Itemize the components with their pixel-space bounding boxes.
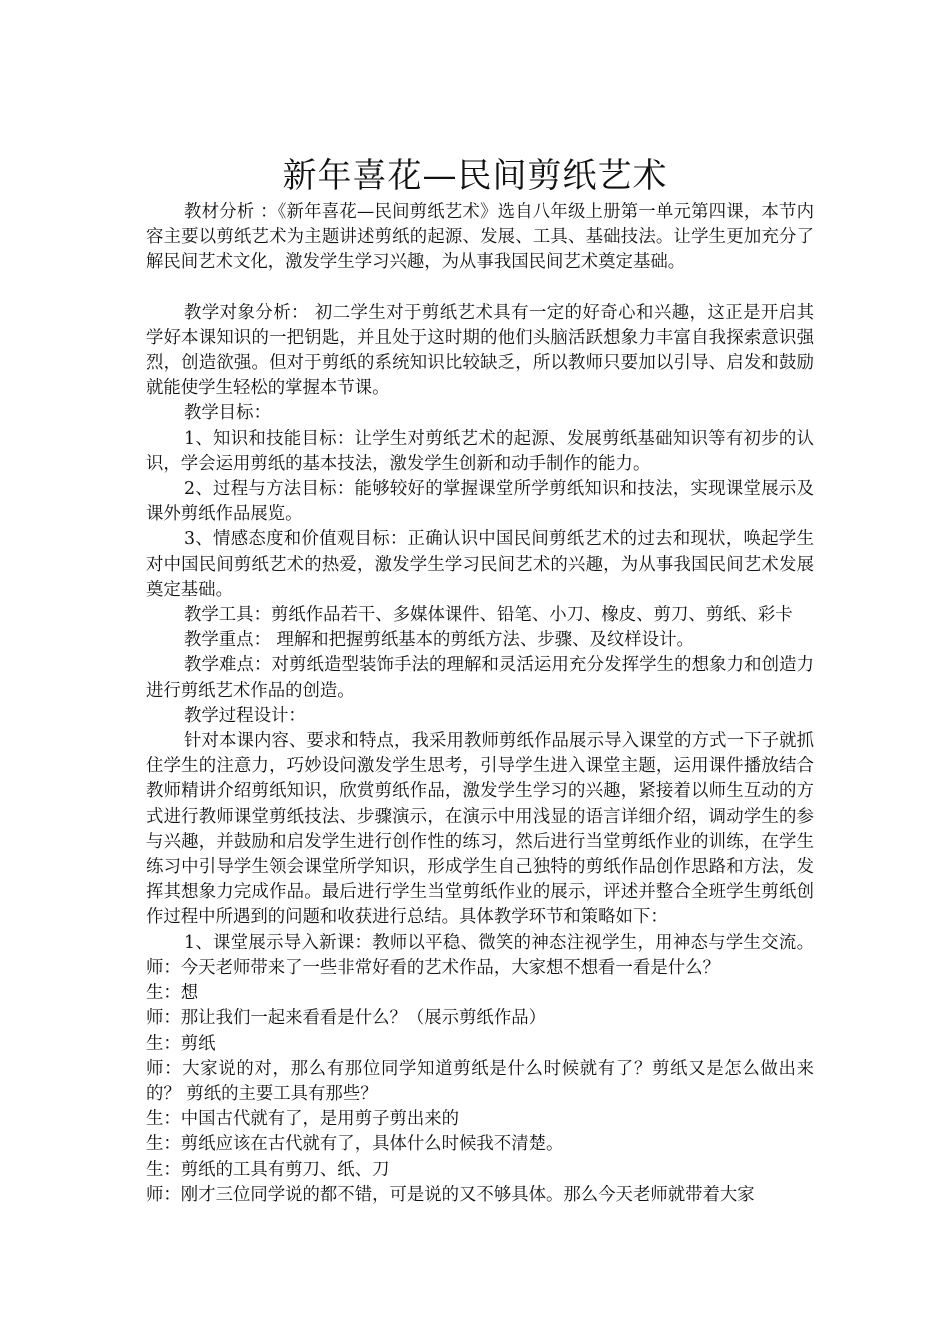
paragraph-goal-knowledge: 1、知识和技能目标：让学生对剪纸艺术的起源、发展剪纸基础知识等有初步的认识，学会运用剪纸的基本技法，激发学生创新和动手制作的能力。 [146,428,814,474]
paragraph-process-heading: 教学过程设计： [184,705,306,726]
paragraph-goal-emotion: 3、情感态度和价值观目标：正确认识中国民间剪纸艺术的过去和现状，唤起学生对中国民间剪纸艺术的热爱，激发学生学习民间艺术的兴趣，为从事我国民间艺术发展奠定基础。 [146,529,814,600]
dialogue-line: 生：想 [146,983,199,1004]
dialogue-line: 师：那让我们一起来看看是什么？（展示剪纸作品） [146,1008,546,1029]
dialogue-line: 师：刚才三位同学说的都不错，可是说的又不够具体。那么今天老师就带着大家 [146,1184,755,1205]
document-body [146,200,814,1208]
paragraph-gap [146,276,814,301]
paragraph-teaching-tools: 教学工具：剪纸作品若干、多媒体课件、铅笔、小刀、橡皮、剪刀、剪纸、彩卡 [184,605,793,626]
dialogue-line: 生：剪纸应该在古代就有了，具体什么时候我不清楚。 [146,1134,564,1155]
paragraph-goal-process: 2、过程与方法目标：能够较好的掌握课堂所学剪纸知识和技法，实现课堂展示及课外剪纸作品展览。 [146,479,814,525]
paragraph-teaching-goals-heading: 教学目标： [184,403,271,424]
dialogue-line: 生：剪纸的工具有剪刀、纸、刀 [146,1159,390,1180]
paragraph-difficulties: 教学难点：对剪纸造型装饰手法的理解和灵活运用充分发挥学生的想象力和创造力进行剪纸艺术作品的创造。 [146,655,814,701]
dialogue-line: 生：剪纸 [146,1033,216,1054]
paragraph-key-points: 教学重点： 理解和把握剪纸基本的剪纸方法、步骤、及纹样设计。 [184,630,694,651]
dialogue-line: 师：大家说的对，那么有那位同学知道剪纸是什么时候就有了？剪纸又是怎么做出来的？ 剪纸的主要工具有那些？ [146,1058,814,1104]
paragraph-intro-step: 1、课堂展示导入新课：教师以平稳、微笑的神态注视学生，用神态与学生交流。师：今天老师带来了一些非常好看的艺术作品，大家想不想看一看是什么？ [146,932,814,978]
paragraph-textbook-analysis: 教材分析 ：《新年喜花—民间剪纸艺术》选自八年级上册第一单元第四课，本节内容主要以剪纸艺术为主题讲述剪纸的起源、发展、工具、基础技法。让学生更加充分了解民间艺术文化，激发学生学习兴趣，为从事我国民间艺术奠定基础。 [146,202,814,273]
paragraph-process-design: 针对本课内容、要求和特点，我采用教师剪纸作品展示导入课堂的方式一下子就抓住学生的注意力，巧妙设问激发学生思考，引导学生进入课堂主题，运用课件播放结合教师精讲介绍剪纸知识，欣赏剪纸作品，激发学生学习的兴趣，紧接着以师生互动的方式进行教师课堂剪纸技法、步骤演示，在演示中用浅显的语言详细介绍，调动学生的参与兴趣，并鼓励和启发学生进行创作性的练习，然后进行当堂剪纸作业的训练，在学生练习中引导学生领会课堂所学知识，形成学生自己独特的剪纸作品创作思路和方法，发挥其想象力完成作品。最后进行学生当堂剪纸作业的展示，评述并整合全班学生剪纸创作过程中所遇到的问题和收获进行总结。具体教学环节和策略如下： [146,731,814,928]
dialogue-line: 生：中国古代就有了，是用剪子剪出来的 [146,1109,460,1130]
paragraph-student-analysis: 教学对象分析： 初二学生对于剪纸艺术具有一定的好奇心和兴趣，这正是开启其学好本课知识的一把钥匙，并且处于这时期的他们头脑活跃想象力丰富自我探索意识强烈，创造欲强。但对于剪纸的系统知识比较缺乏，所以教师只要加以引导、启发和鼓励就能使学生轻松的掌握本节课。 [146,302,814,399]
document-title: 新年喜花—民间剪纸艺术 [282,156,668,196]
